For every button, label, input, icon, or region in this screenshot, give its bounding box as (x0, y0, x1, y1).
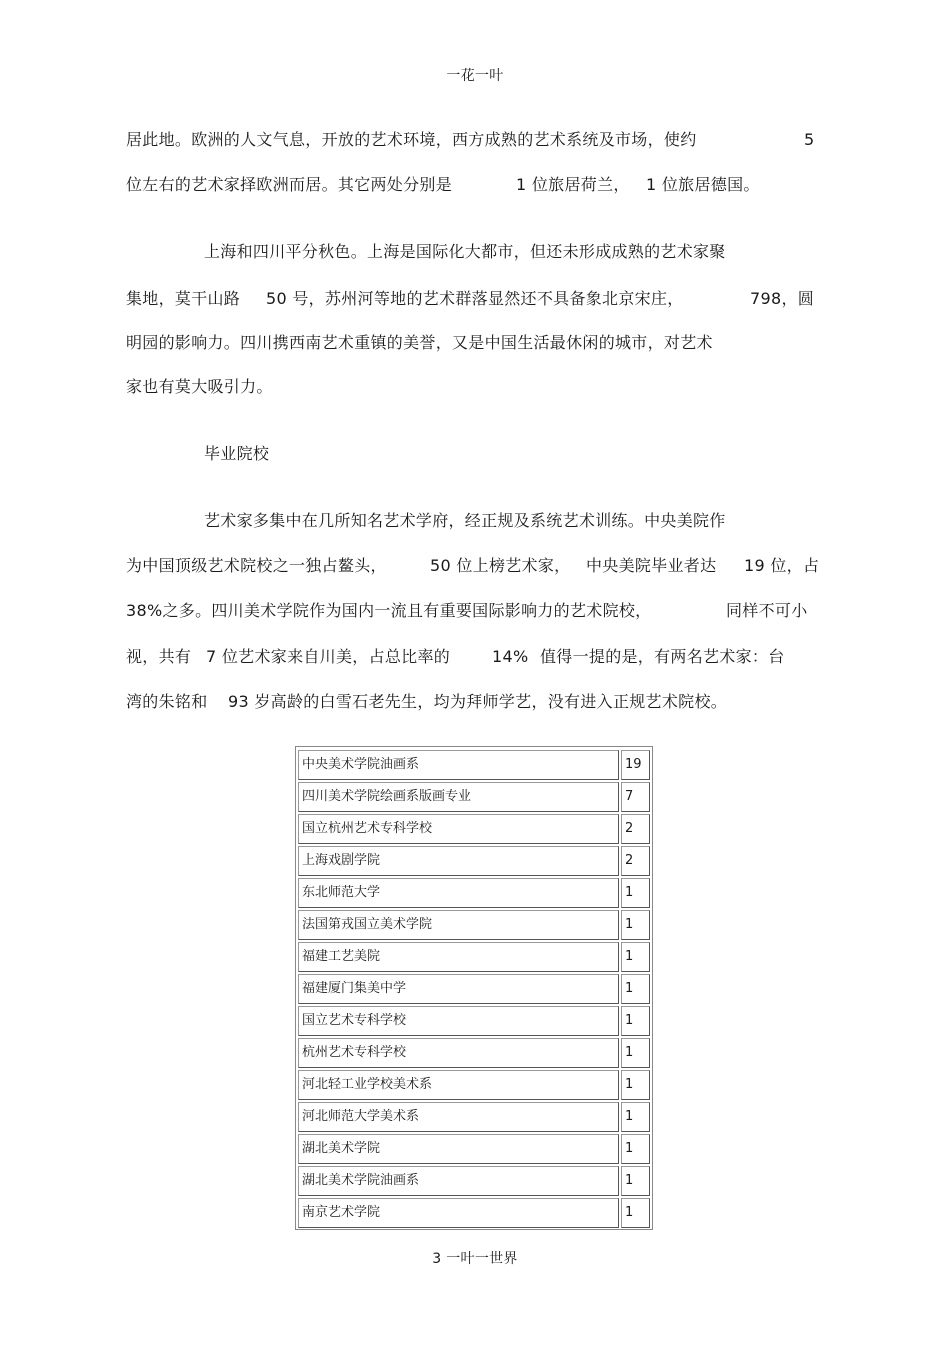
artist-count-cell: 1 (621, 1070, 650, 1100)
paragraph-line: 上海和四川平分秋色。上海是国际化大都市，但还未形成成熟的艺术家聚 (204, 242, 726, 261)
paragraph-line: 明园的影响力。四川携西南艺术重镇的美誉，又是中国生活最休闲的城市，对艺术 (126, 333, 713, 352)
artist-count-cell: 1 (621, 1038, 650, 1068)
artist-count-cell: 1 (621, 1198, 650, 1228)
artist-count-cell: 19 (621, 750, 650, 780)
artist-count-cell: 1 (621, 974, 650, 1004)
artist-count-cell: 1 (621, 942, 650, 972)
paragraph-line: 798，圆 (750, 289, 815, 308)
paragraph-line: 艺术家多集中在几所知名艺术学府，经正规及系统艺术训练。中央美院作 (204, 511, 726, 530)
paragraph-line: 为中国顶级艺术院校之一独占鳌头， (126, 556, 387, 575)
artist-count-cell: 2 (621, 814, 650, 844)
artist-count-cell: 7 (621, 782, 650, 812)
artist-count-cell: 1 (621, 878, 650, 908)
school-name-cell: 南京艺术学院 (298, 1198, 619, 1228)
section-heading: 毕业院校 (204, 444, 270, 463)
school-name-cell: 法国第戎国立美术学院 (298, 910, 619, 940)
artist-count-cell: 1 (621, 910, 650, 940)
school-name-cell: 湖北美术学院油画系 (298, 1166, 619, 1196)
paragraph-line: 位左右的艺术家择欧洲而居。其它两处分别是 (126, 175, 453, 194)
school-name-cell: 福建工艺美院 (298, 942, 619, 972)
paragraph-line: 38%之多。四川美术学院作为国内一流且有重要国际影响力的艺术院校， (126, 601, 652, 620)
artist-count-cell: 1 (621, 1006, 650, 1036)
paragraph-line: 湾的朱铭和 (126, 692, 208, 711)
school-name-cell: 国立杭州艺术专科学校 (298, 814, 619, 844)
paragraph-line: 14% (492, 647, 529, 666)
paragraph-line: 中央美院毕业者达 (586, 556, 717, 575)
paragraph-line: 同样不可小 (726, 601, 808, 620)
school-name-cell: 河北师范大学美术系 (298, 1102, 619, 1132)
paragraph-line: 50 号，苏州河等地的艺术群落显然还不具备象北京宋庄， (266, 289, 684, 308)
artist-count-cell: 1 (621, 1166, 650, 1196)
school-name-cell: 福建厦门集美中学 (298, 974, 619, 1004)
school-name-cell: 国立艺术专科学校 (298, 1006, 619, 1036)
paragraph-line: 1 位旅居德国。 (646, 175, 760, 194)
school-name-cell: 河北轻工业学校美术系 (298, 1070, 619, 1100)
paragraph-line: 7 位艺术家来自川美，占总比率的 (206, 647, 451, 666)
paragraph-line: 1 位旅居荷兰， (516, 175, 630, 194)
artist-count-cell: 1 (621, 1102, 650, 1132)
page-footer: 3 一叶一世界 (432, 1251, 518, 1267)
page-header: 一花一叶 (446, 68, 504, 84)
artist-count-cell: 2 (621, 846, 650, 876)
school-name-cell: 四川美术学院绘画系版画专业 (298, 782, 619, 812)
paragraph-line: 居此地。欧洲的人文气息，开放的艺术环境，西方成熟的艺术系统及市场，使约 (126, 130, 697, 149)
paragraph-line: 50 位上榜艺术家， (430, 556, 571, 575)
paragraph-line: 家也有莫大吸引力。 (126, 377, 273, 396)
school-name-cell: 湖北美术学院 (298, 1134, 619, 1164)
school-name-cell: 中央美术学院油画系 (298, 750, 619, 780)
schools-table (295, 746, 653, 1230)
paragraph-line: 视，共有 (126, 647, 192, 666)
artist-count-cell: 1 (621, 1134, 650, 1164)
school-name-cell: 杭州艺术专科学校 (298, 1038, 619, 1068)
school-name-cell: 东北师范大学 (298, 878, 619, 908)
school-name-cell: 上海戏剧学院 (298, 846, 619, 876)
paragraph-line: 93 岁高龄的白雪石老先生，均为拜师学艺，没有进入正规艺术院校。 (228, 692, 728, 711)
paragraph-line: 集地，莫干山路 (126, 289, 241, 308)
paragraph-line: 值得一提的是，有两名艺术家：台 (540, 647, 785, 666)
paragraph-line: 19 位，占 (744, 556, 820, 575)
paragraph-number: 5 (804, 130, 815, 149)
